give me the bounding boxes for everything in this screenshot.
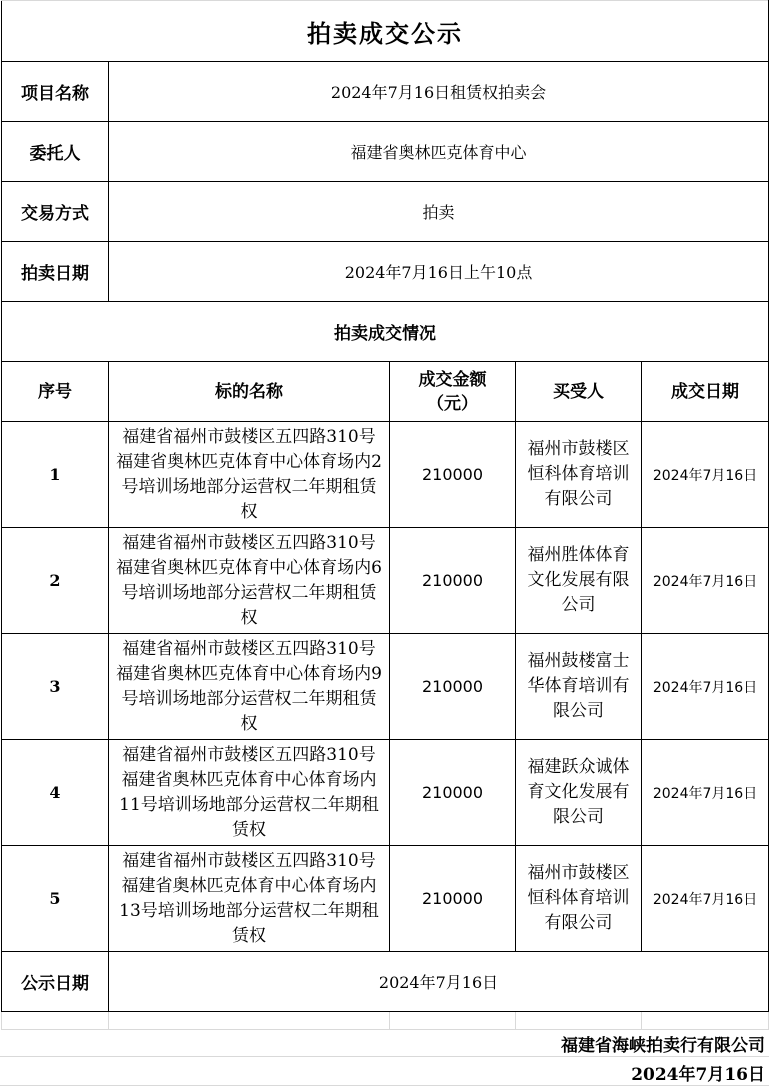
method-label: 交易方式 <box>2 182 109 242</box>
row-buyer: 福建跃众诚体育文化发展有限公司 <box>516 740 642 846</box>
auction-date-value: 2024年7月16日上午10点 <box>109 242 769 302</box>
header-amount-text: 成交金额（元） <box>418 369 487 414</box>
row-buyer: 福州市鼓楼区恒科体育培训有限公司 <box>516 846 642 952</box>
header-name: 标的名称 <box>109 362 390 422</box>
table-row <box>2 528 769 634</box>
blank-row <box>2 1012 769 1030</box>
row-buyer: 福州鼓楼富士华体育培训有限公司 <box>516 634 642 740</box>
section-title: 拍卖成交情况 <box>2 302 769 362</box>
header-date: 成交日期 <box>642 362 769 422</box>
row-seq: 5 <box>2 846 109 952</box>
row-seq: 4 <box>2 740 109 846</box>
row-deal-date: 2024年7月16日 <box>642 740 769 846</box>
client-row <box>2 122 769 182</box>
row-amount: 210000 <box>390 528 516 634</box>
section-title-row <box>2 302 769 362</box>
blank-cell <box>390 1012 516 1030</box>
row-buyer: 福州市鼓楼区恒科体育培训有限公司 <box>516 422 642 528</box>
method-value: 拍卖 <box>109 182 769 242</box>
row-amount: 210000 <box>390 422 516 528</box>
publicity-row <box>2 952 769 1012</box>
row-seq: 1 <box>2 422 109 528</box>
client-label: 委托人 <box>2 122 109 182</box>
auction-date-row <box>2 242 769 302</box>
blank-cell <box>642 1012 769 1030</box>
row-buyer: 福州胜体体育文化发展有限公司 <box>516 528 642 634</box>
footer-company: 福建省海峡拍卖行有限公司 <box>561 1036 765 1056</box>
title-row <box>2 1 769 62</box>
announcement-table <box>1 0 769 1030</box>
footer-date: 2024年7月16日 <box>631 1065 765 1085</box>
table-row <box>2 846 769 952</box>
row-item-name: 福建省福州市鼓楼区五四路310号福建省奥林匹克体育中心体育场内6号培训场地部分运营权二年期租赁权 <box>109 528 390 634</box>
row-deal-date: 2024年7月16日 <box>642 528 769 634</box>
column-header-row <box>2 362 769 422</box>
publicity-value: 2024年7月16日 <box>109 952 769 1012</box>
project-row <box>2 62 769 122</box>
blank-cell <box>109 1012 390 1030</box>
table-row <box>2 740 769 846</box>
header-seq: 序号 <box>2 362 109 422</box>
client-value: 福建省奥林匹克体育中心 <box>109 122 769 182</box>
publicity-label: 公示日期 <box>2 952 109 1012</box>
row-deal-date: 2024年7月16日 <box>642 846 769 952</box>
table-row <box>2 422 769 528</box>
row-deal-date: 2024年7月16日 <box>642 422 769 528</box>
blank-cell <box>2 1012 109 1030</box>
row-item-name: 福建省福州市鼓楼区五四路310号福建省奥林匹克体育中心体育场内9号培训场地部分运营权二年期租赁权 <box>109 634 390 740</box>
row-item-name: 福建省福州市鼓楼区五四路310号福建省奥林匹克体育中心体育场内13号培训场地部分运营权二年期租赁权 <box>109 846 390 952</box>
table-row <box>2 634 769 740</box>
row-deal-date: 2024年7月16日 <box>642 634 769 740</box>
blank-cell <box>516 1012 642 1030</box>
footer-gridline <box>0 1085 769 1086</box>
method-row <box>2 182 769 242</box>
page-title: 拍卖成交公示 <box>2 1 769 62</box>
header-amount <box>390 362 516 422</box>
row-seq: 2 <box>2 528 109 634</box>
header-buyer: 买受人 <box>516 362 642 422</box>
row-amount: 210000 <box>390 634 516 740</box>
row-item-name: 福建省福州市鼓楼区五四路310号福建省奥林匹克体育中心体育场内11号培训场地部分运营权二年期租赁权 <box>109 740 390 846</box>
project-value: 2024年7月16日租赁权拍卖会 <box>109 62 769 122</box>
auction-date-label: 拍卖日期 <box>2 242 109 302</box>
row-amount: 210000 <box>390 846 516 952</box>
row-item-name: 福建省福州市鼓楼区五四路310号福建省奥林匹克体育中心体育场内2号培训场地部分运营权二年期租赁权 <box>109 422 390 528</box>
row-amount: 210000 <box>390 740 516 846</box>
row-seq: 3 <box>2 634 109 740</box>
project-label: 项目名称 <box>2 62 109 122</box>
footer-gridline <box>0 1056 769 1057</box>
